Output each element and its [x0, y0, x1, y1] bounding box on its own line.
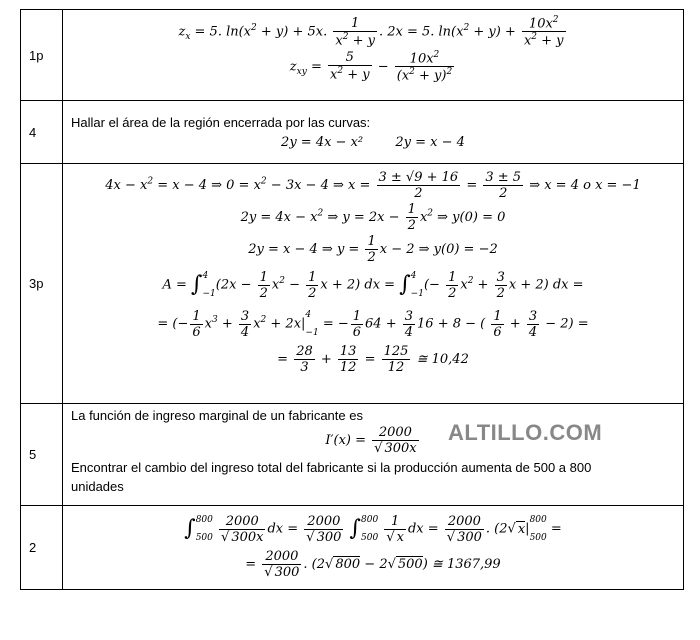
row-label: 3p — [21, 164, 63, 403]
problem-question: Encontrar el cambio del ingreso total del fabricante si la producción aumenta de 500 a 800 unidades — [71, 460, 592, 494]
row-content — [63, 101, 683, 163]
curves — [71, 136, 675, 149]
row-label: 4 — [21, 101, 63, 163]
equation-zxy: $z_{xy}$ = $\frac{5}{x^2 + y}$ − $\frac{10x^2}{(x^2 + y)^2}$ — [289, 49, 453, 84]
row-4 — [21, 101, 683, 164]
row-2 — [21, 506, 683, 589]
watermark: ALTILLO.COM — [448, 420, 603, 445]
row-content — [63, 506, 683, 589]
problem-statement: Hallar el área de la región encerrada por las curvas: — [71, 115, 371, 130]
row-1p — [21, 10, 683, 101]
row-label: 1p — [21, 10, 63, 100]
marginal-revenue-function: I′(x) = $\frac{2000}{√ 300x}$ — [325, 425, 417, 456]
equation-area-integral: A = ∫ 4 −1 (2x − $\frac{1}{2}$ $x^2$ − $\frac{1}{2}$ x + 2) dx = ∫ 4 −1 (− $\frac{1}{2}$ $x^2$ + $\frac{3}{2}$ x + 2) dx = — [162, 269, 584, 301]
exercise-table — [20, 9, 684, 590]
row-3p — [21, 164, 683, 404]
result-value: ≅ 1367,99 — [431, 557, 501, 572]
equation-parabola: $2y = 4x - x^2$ ⇒ y = 2x − $\frac{1}{2}$ $x^2$ ⇒ y(0) = 0 — [240, 202, 506, 233]
equation-revenue-integral: ∫ 800 500 $\frac{2000}{√ 300x}$ dx = $\frac{2000}{√ 300}$ ∫ 800 500 $\frac{1}{√ x}$ dx = $\frac{2000}{√ 300}$ . (2√ x| 800 500 = — [184, 513, 562, 545]
row-content — [63, 10, 683, 100]
curve-2: 2y = x − 4 — [395, 135, 465, 150]
equation-evaluation: = (− $\frac{1}{6}$ $x^3$ + $\frac{3}{4}$ $x^2 + 2x|$ 4 −1 = − $\frac{1}{6}$ 64 + $\frac{3}{4}$ 16 + 8 − ( $\frac{1}{6}$ + $\frac{3}{4}$ − 2) = — [157, 308, 589, 340]
equation-intersection: $4x - x^2 = x - 4$ ⇒ $0 = x^2 - 3x - 4$ ⇒ x = $\frac{3 \pm √9 + 16}{2}$ = $\frac{3 \pm 5}{2}$ ⇒ x = 4 o x = −1 — [105, 170, 641, 201]
curve-1: 2y = 4x − x² — [281, 135, 364, 150]
row-content — [63, 164, 683, 403]
result-value: ≅ 10,42 — [416, 352, 469, 367]
equation-revenue-result: = $\frac{2000}{√ 300}$ . (2√ 800 − 2√ 500) ≅ 1367,99 — [245, 549, 501, 580]
equation-zx: $z_x = 5$. $\ln(x^2 + y) + 5x$. $\frac{1}{x^2 + y}$ . 2x = 5. $\ln(x^2 + y)$ + $\frac{10x^2}{x^2 + y}$ — [178, 15, 564, 49]
row-label: 5 — [21, 404, 63, 505]
equation-line: 2y = x − 4 ⇒ y = $\frac{1}{2}$ x − 2 ⇒ y(0) = −2 — [248, 234, 498, 265]
row-label: 2 — [21, 506, 63, 589]
equation-result: = $\frac{28}{3}$ + $\frac{13}{12}$ = $\frac{125}{12}$ ≅ 10,42 — [277, 344, 469, 375]
problem-intro: La función de ingreso marginal de un fabricante es — [71, 408, 363, 423]
